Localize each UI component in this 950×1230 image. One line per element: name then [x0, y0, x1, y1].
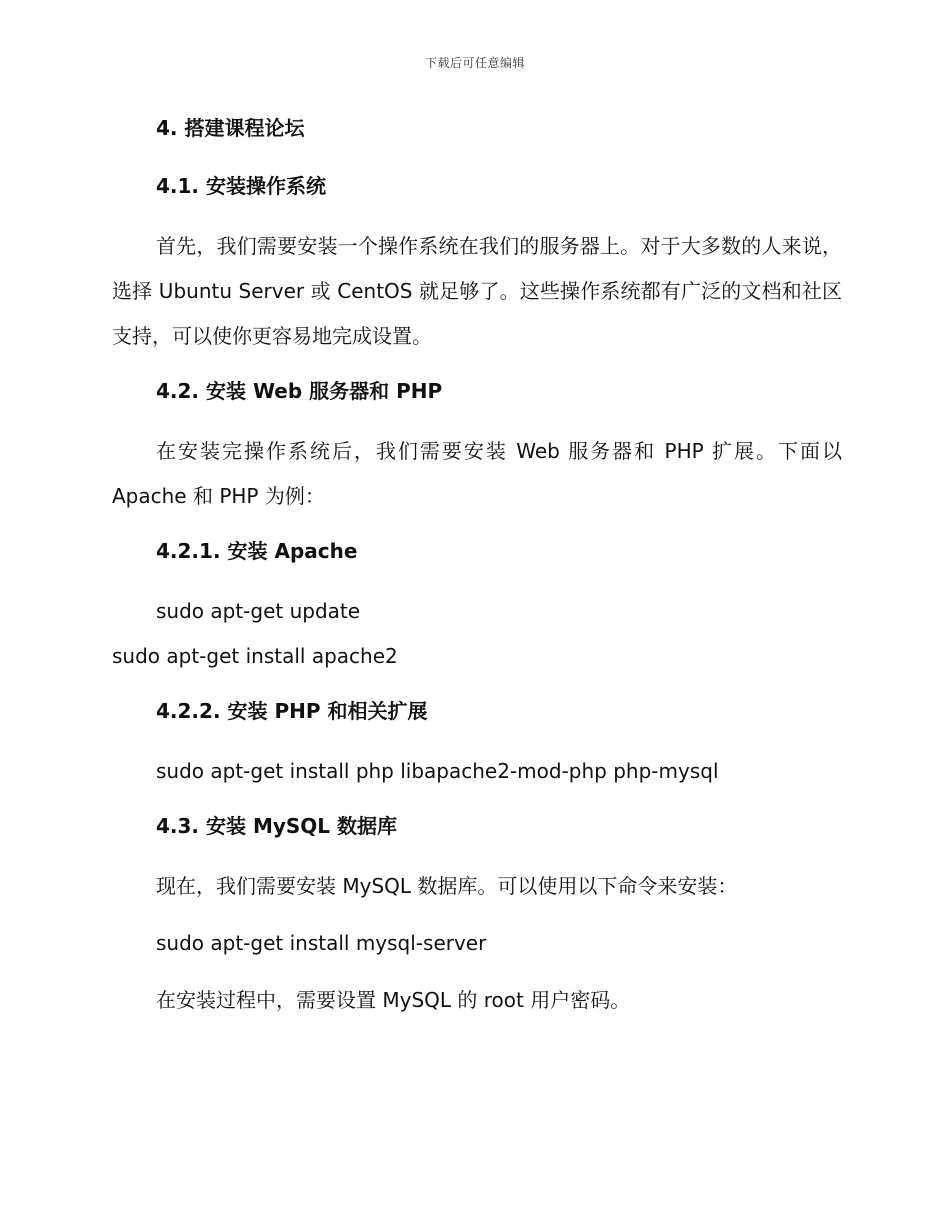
paragraph-4-3-note: 在安装过程中，需要设置 MySQL 的 root 用户密码。	[156, 988, 631, 1012]
command-block-apache	[112, 589, 842, 679]
paragraph-4-2: 在安装完操作系统后，我们需要安装 Web 服务器和 PHP 扩展。下面以 Apache 和 PHP 为例：	[112, 439, 842, 508]
command-install-apache: sudo apt-get install apache2	[112, 644, 398, 668]
command-install-mysql: sudo apt-get install mysql-server	[156, 931, 487, 955]
command-block-php	[112, 749, 842, 794]
header-note: 下载后可任意编辑	[424, 56, 525, 70]
command-install-php: sudo apt-get install php libapache2-mod-php php-mysql	[156, 759, 719, 783]
heading-4-1: 4.1. 安装操作系统	[156, 174, 326, 198]
paragraph-4-3: 现在，我们需要安装 MySQL 数据库。可以使用以下命令来安装：	[156, 874, 738, 898]
heading-4-2-2: 4.2.2. 安装 PHP 和相关扩展	[156, 699, 428, 723]
command-apt-update: sudo apt-get update	[156, 599, 361, 623]
heading-4-3: 4.3. 安装 MySQL 数据库	[156, 814, 398, 838]
heading-4-2-1: 4.2.1. 安装 Apache	[156, 539, 358, 563]
command-block-mysql	[112, 921, 842, 966]
heading-4-2: 4.2. 安装 Web 服务器和 PHP	[156, 379, 443, 403]
document-body	[112, 108, 842, 1035]
paragraph-4-1: 首先，我们需要安装一个操作系统在我们的服务器上。对于大多数的人来说，选择 Ubuntu Server 或 CentOS 就足够了。这些操作系统都有广泛的文档和社区支持，可以使你更容易地完成设置。	[112, 234, 842, 348]
heading-4: 4. 搭建课程论坛	[156, 116, 305, 140]
